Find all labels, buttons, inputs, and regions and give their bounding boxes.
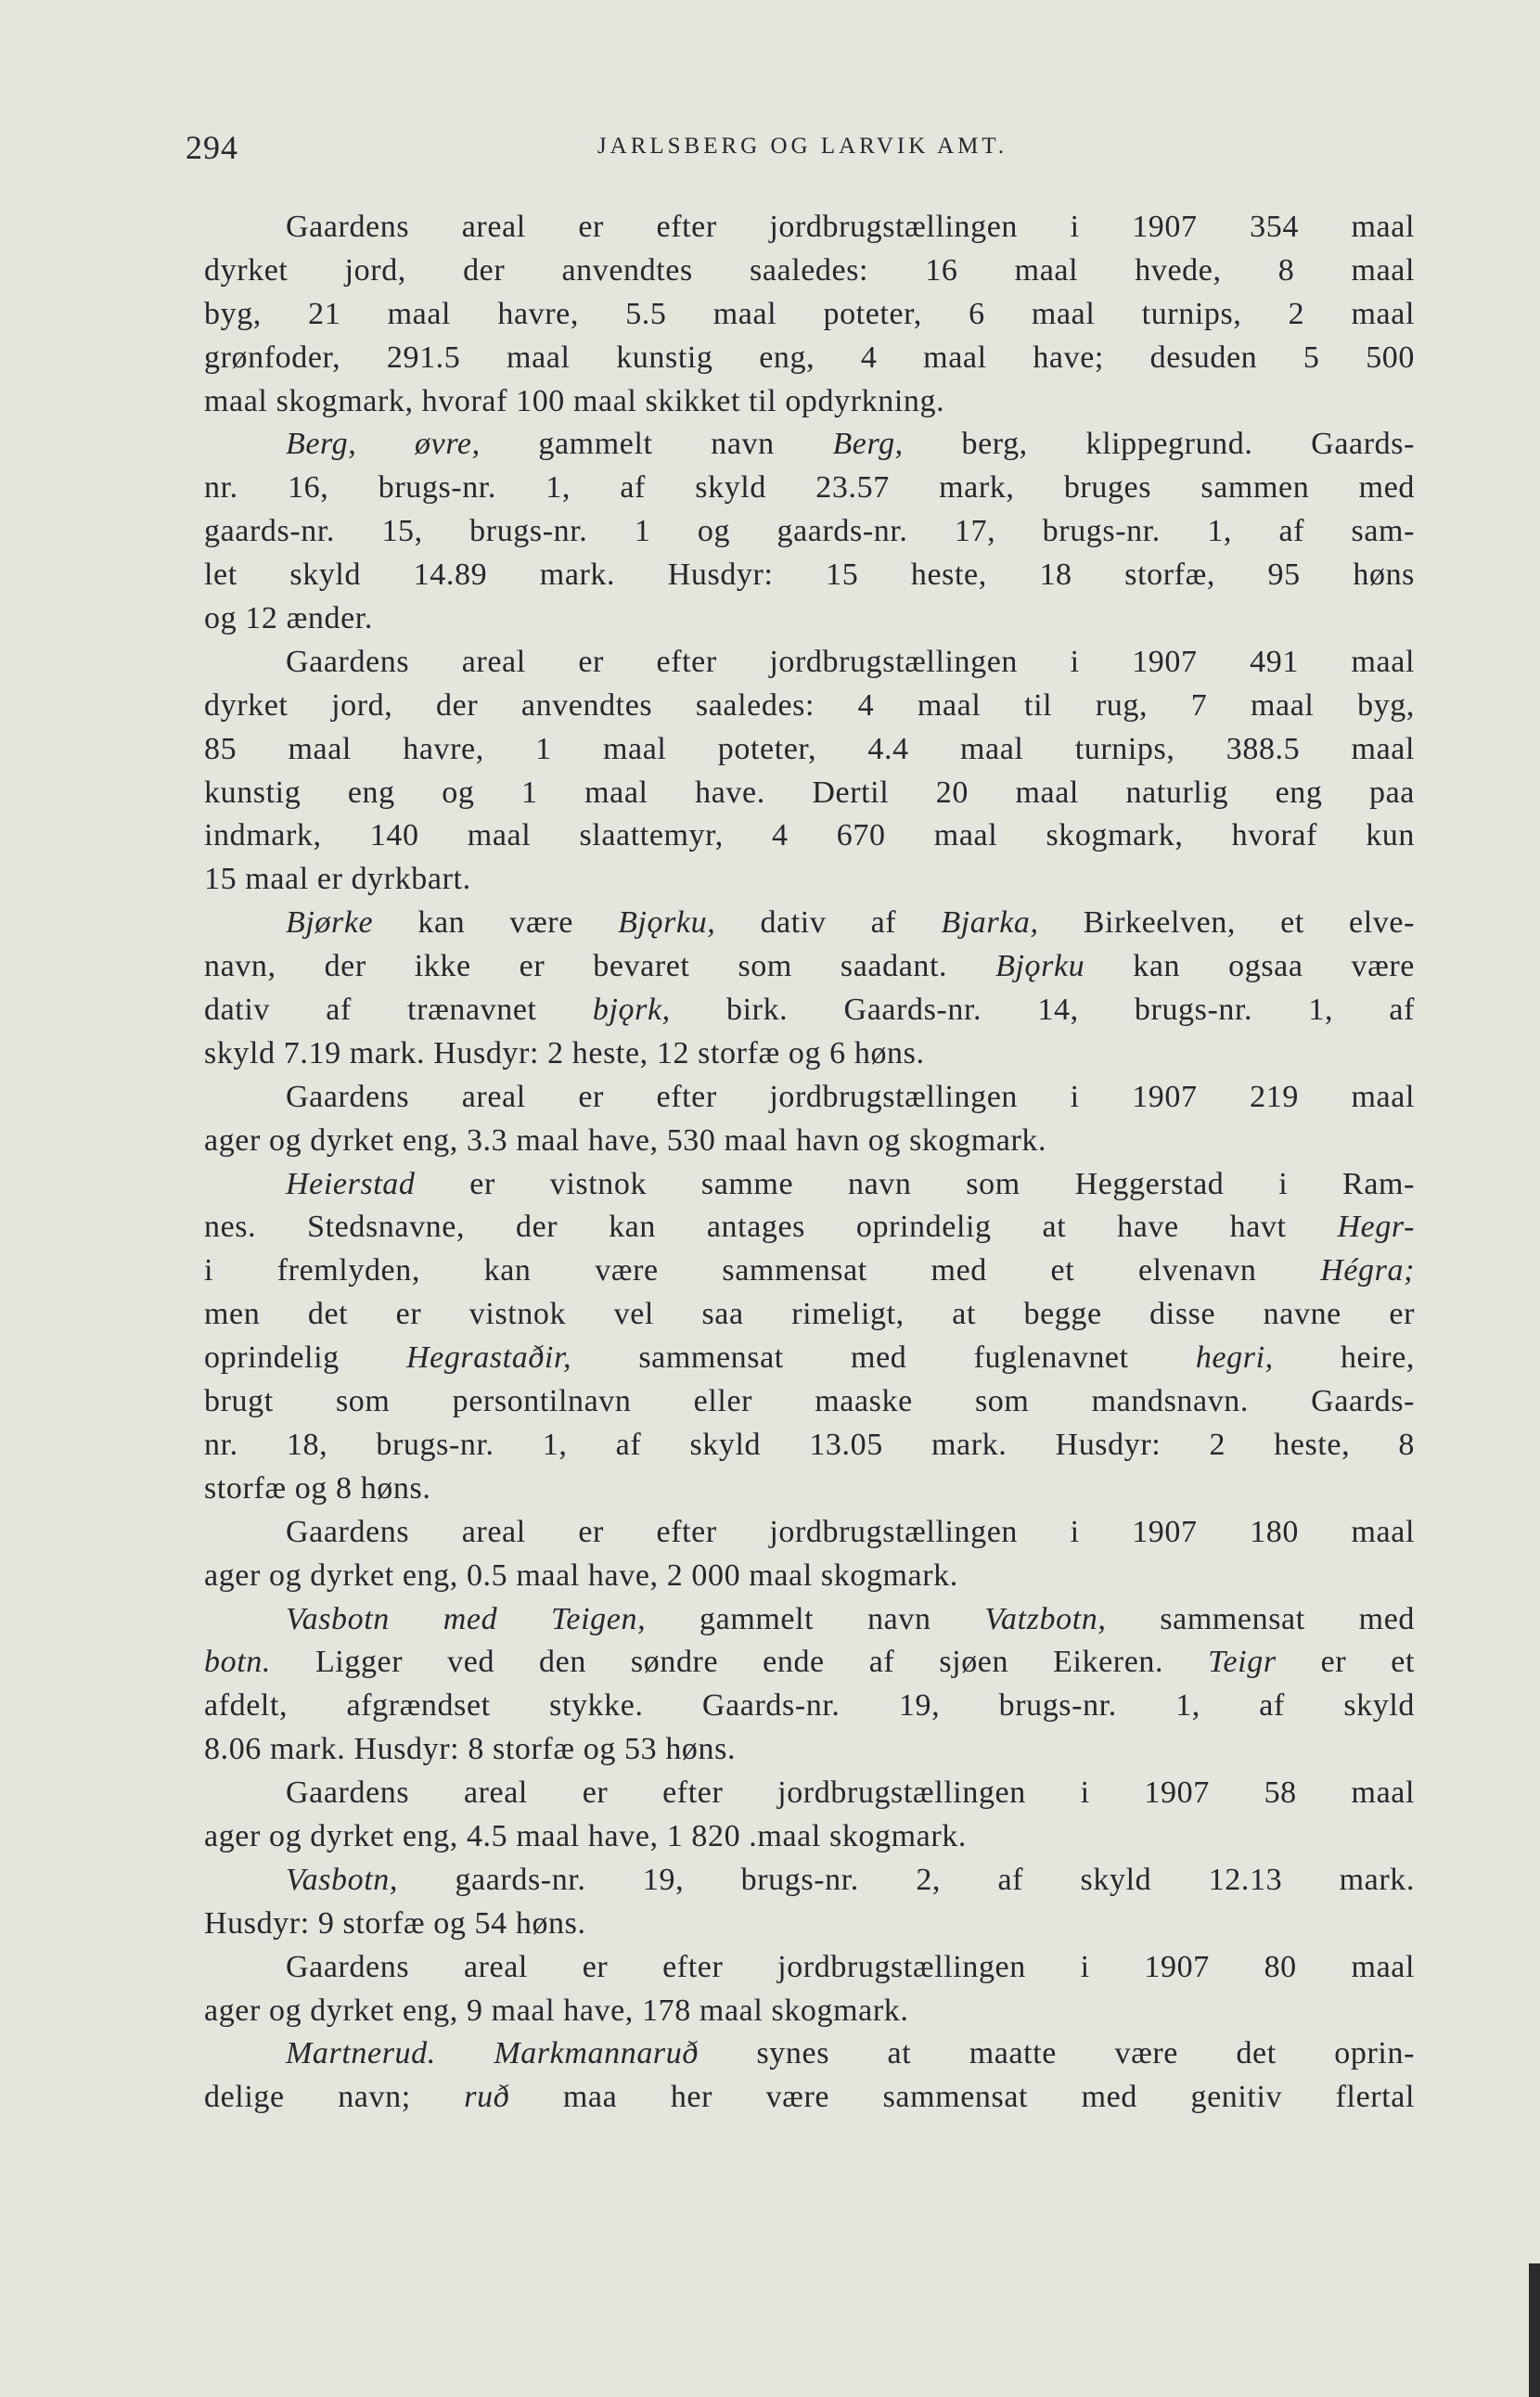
line-text bbox=[436, 2036, 494, 2070]
body-text bbox=[204, 206, 1415, 2120]
line-text: indmark, 140 maal slaattemyr, 4 670 maal skogmark, hvoraf kun bbox=[204, 818, 1415, 853]
line-text: Gaardens areal er efter jordbrugstællingen i 1907 491 maal bbox=[286, 644, 1415, 679]
text-line bbox=[204, 1163, 1415, 1207]
line-text: nr. 16, brugs-nr. 1, af skyld 23.57 mark, bruges sammen med bbox=[204, 470, 1415, 506]
line-text: maal skogmark, hvoraf 100 maal skikket til opdyrkning. bbox=[204, 383, 945, 418]
text-line bbox=[204, 597, 1415, 641]
text-line bbox=[204, 1772, 1415, 1815]
line-text: dativ af trænavnet bbox=[204, 993, 593, 1028]
line-text: gaards-nr. 19, brugs-nr. 2, af skyld 12.13 mark. bbox=[397, 1862, 1415, 1897]
text-line bbox=[204, 423, 1415, 467]
text-line bbox=[204, 293, 1415, 337]
line-text: Ligger ved den søndre ende af sjøen Eikeren. bbox=[270, 1645, 1209, 1680]
text-line bbox=[204, 1990, 1415, 2033]
line-text: grønfoder, 291.5 maal kunstig eng, 4 maal have; desuden 5 500 bbox=[204, 340, 1415, 375]
text-line bbox=[204, 1076, 1415, 1120]
line-text: dyrket jord, der anvendtes saaledes: 16 maal hvede, 8 maal bbox=[204, 252, 1415, 288]
text-line bbox=[204, 1468, 1415, 1511]
text-line bbox=[204, 685, 1415, 728]
line-text: byg, 21 maal havre, 5.5 maal poteter, 6 maal turnips, 2 maal bbox=[204, 296, 1415, 331]
italic-term: hegri, bbox=[1195, 1340, 1274, 1376]
line-text: Gaardens areal er efter jordbrugstællingen i 1907 354 maal bbox=[286, 210, 1415, 244]
text-line bbox=[204, 1337, 1415, 1380]
line-text: Gaardens areal er efter jordbrugstællingen i 1907 180 maal bbox=[286, 1514, 1415, 1549]
italic-term: Bjarka, bbox=[941, 905, 1039, 941]
italic-term: Hegrastaðir, bbox=[405, 1340, 572, 1376]
italic-term: botn. bbox=[204, 1645, 271, 1680]
text-line bbox=[204, 2076, 1415, 2120]
line-text: men det er vistnok vel saa rimeligt, at begge disse navne er bbox=[204, 1297, 1415, 1332]
text-line bbox=[204, 1424, 1415, 1468]
line-text: kunstig eng og 1 maal have. Dertil 20 maal naturlig eng paa bbox=[204, 775, 1415, 810]
text-line bbox=[204, 2032, 1415, 2076]
line-text: afdelt, afgrændset stykke. Gaards-nr. 19, brugs-nr. 1, af skyld bbox=[204, 1688, 1415, 1724]
italic-term: Hegr- bbox=[1337, 1210, 1415, 1245]
text-line bbox=[204, 1555, 1415, 1598]
line-text: 8.06 mark. Husdyr: 8 storfæ og 53 høns. bbox=[204, 1732, 737, 1767]
italic-term: Berg, øvre, bbox=[286, 427, 481, 462]
line-text: navn, der ikke er bevaret som saadant. bbox=[204, 949, 996, 984]
line-text: sammensat med fuglenavnet bbox=[571, 1340, 1196, 1376]
line-text: Birkeelven, et elve- bbox=[1038, 905, 1415, 941]
running-title: JARLSBERG OG LARVIK AMT. bbox=[597, 134, 1008, 159]
text-line bbox=[204, 945, 1415, 989]
line-text: i fremlyden, kan være sammensat med et elvenavn bbox=[204, 1253, 1321, 1288]
line-text: nes. Stedsnavne, der kan antages oprindelig at have havt bbox=[204, 1210, 1338, 1245]
text-line bbox=[204, 1120, 1415, 1163]
line-text: oprindelig bbox=[204, 1340, 406, 1376]
line-text: Gaardens areal er efter jordbrugstællingen i 1907 58 maal bbox=[286, 1775, 1415, 1811]
text-line bbox=[204, 554, 1415, 597]
italic-term: Heierstad bbox=[286, 1166, 416, 1201]
text-line bbox=[204, 814, 1415, 858]
text-line bbox=[204, 1293, 1415, 1337]
text-line bbox=[204, 641, 1415, 685]
line-text: sammensat med bbox=[1106, 1601, 1415, 1636]
text-line bbox=[204, 1598, 1415, 1642]
italic-term: Vatzbotn, bbox=[984, 1601, 1107, 1636]
page-header bbox=[186, 128, 1419, 174]
italic-term: Bjǫrku bbox=[995, 949, 1085, 984]
italic-term: bjǫrk, bbox=[592, 993, 671, 1028]
italic-term: Berg, bbox=[832, 427, 904, 462]
text-line bbox=[204, 1728, 1415, 1772]
line-text: gaards-nr. 15, brugs-nr. 1 og gaards-nr. 17, brugs-nr. 1, af sam- bbox=[204, 514, 1415, 549]
page-edge bbox=[1529, 2263, 1540, 2397]
line-text: og 12 ænder. bbox=[204, 601, 373, 636]
line-text: let skyld 14.89 mark. Husdyr: 15 heste, 18 storfæ, 95 høns bbox=[204, 558, 1415, 593]
line-text: brugt som persontilnavn eller maaske som mandsnavn. Gaards- bbox=[204, 1384, 1415, 1419]
line-text: synes at maatte være det oprin- bbox=[698, 2036, 1415, 2071]
italic-term: Hégra; bbox=[1320, 1253, 1415, 1288]
text-line bbox=[204, 728, 1415, 772]
line-text: er vistnok samme navn som Heggerstad i Ram- bbox=[415, 1166, 1415, 1201]
italic-term: Vasbotn, bbox=[286, 1862, 398, 1897]
line-text: heire, bbox=[1273, 1340, 1415, 1376]
text-line bbox=[204, 1206, 1415, 1250]
text-line bbox=[204, 1380, 1415, 1424]
text-line bbox=[204, 1815, 1415, 1859]
line-text: ager og dyrket eng, 9 maal have, 178 maal skogmark. bbox=[204, 1993, 909, 2028]
italic-term: Martnerud. bbox=[286, 2036, 436, 2071]
text-line bbox=[204, 1685, 1415, 1728]
line-text: skyld 7.19 mark. Husdyr: 2 heste, 12 storfæ og 6 høns. bbox=[204, 1035, 925, 1070]
line-text: Husdyr: 9 storfæ og 54 høns. bbox=[204, 1905, 586, 1941]
line-text: 85 maal havre, 1 maal poteter, 4.4 maal turnips, 388.5 maal bbox=[204, 731, 1415, 766]
line-text: gammelt navn bbox=[480, 427, 833, 462]
line-text: ager og dyrket eng, 0.5 maal have, 2 000 maal skogmark. bbox=[204, 1557, 958, 1593]
text-line bbox=[204, 337, 1415, 380]
text-line bbox=[204, 989, 1415, 1032]
text-line bbox=[204, 1641, 1415, 1685]
line-text: delige navn; bbox=[204, 2080, 465, 2115]
text-line bbox=[204, 1903, 1415, 1946]
italic-term: Vasbotn med Teigen, bbox=[286, 1601, 647, 1636]
line-text: er et bbox=[1276, 1645, 1415, 1680]
line-text: berg, klippegrund. Gaards- bbox=[903, 427, 1415, 462]
line-text: dyrket jord, der anvendtes saaledes: 4 maal til rug, 7 maal byg, bbox=[204, 687, 1415, 723]
italic-term: Markmannaruð bbox=[494, 2036, 699, 2071]
line-text: kan være bbox=[373, 905, 619, 941]
line-text: gammelt navn bbox=[646, 1601, 985, 1636]
line-text: dativ af bbox=[715, 905, 942, 941]
text-line bbox=[204, 467, 1415, 510]
text-line bbox=[204, 902, 1415, 945]
text-line bbox=[204, 250, 1415, 293]
text-line bbox=[204, 1946, 1415, 1990]
text-line bbox=[204, 1511, 1415, 1555]
line-text: kan ogsaa være bbox=[1084, 949, 1415, 984]
italic-term: ruð bbox=[464, 2080, 510, 2115]
line-text: Gaardens areal er efter jordbrugstællingen i 1907 219 maal bbox=[286, 1079, 1415, 1114]
line-text: birk. Gaards-nr. 14, brugs-nr. 1, af bbox=[670, 993, 1416, 1028]
text-line bbox=[204, 1859, 1415, 1903]
line-text: nr. 18, brugs-nr. 1, af skyld 13.05 mark. Husdyr: 2 heste, 8 bbox=[204, 1427, 1415, 1462]
italic-term: Bjørke bbox=[286, 905, 374, 941]
text-line bbox=[204, 380, 1415, 424]
text-line bbox=[204, 1032, 1415, 1076]
text-line bbox=[204, 510, 1415, 554]
italic-term: Bjǫrku, bbox=[618, 905, 716, 941]
page-number: 294 bbox=[186, 129, 238, 166]
text-line bbox=[204, 206, 1415, 250]
text-line bbox=[204, 858, 1415, 902]
text-line bbox=[204, 772, 1415, 815]
text-line bbox=[204, 1250, 1415, 1293]
line-text: ager og dyrket eng, 4.5 maal have, 1 820 .maal skogmark. bbox=[204, 1818, 967, 1853]
line-text: storfæ og 8 høns. bbox=[204, 1470, 431, 1506]
line-text: Gaardens areal er efter jordbrugstællingen i 1907 80 maal bbox=[286, 1949, 1415, 1984]
line-text: maa her være sammensat med genitiv flertal bbox=[509, 2080, 1415, 2115]
line-text: 15 maal er dyrkbart. bbox=[204, 862, 471, 897]
line-text: ager og dyrket eng, 3.3 maal have, 530 maal havn og skogmark. bbox=[204, 1122, 1047, 1158]
italic-term: Teigr bbox=[1208, 1645, 1277, 1680]
